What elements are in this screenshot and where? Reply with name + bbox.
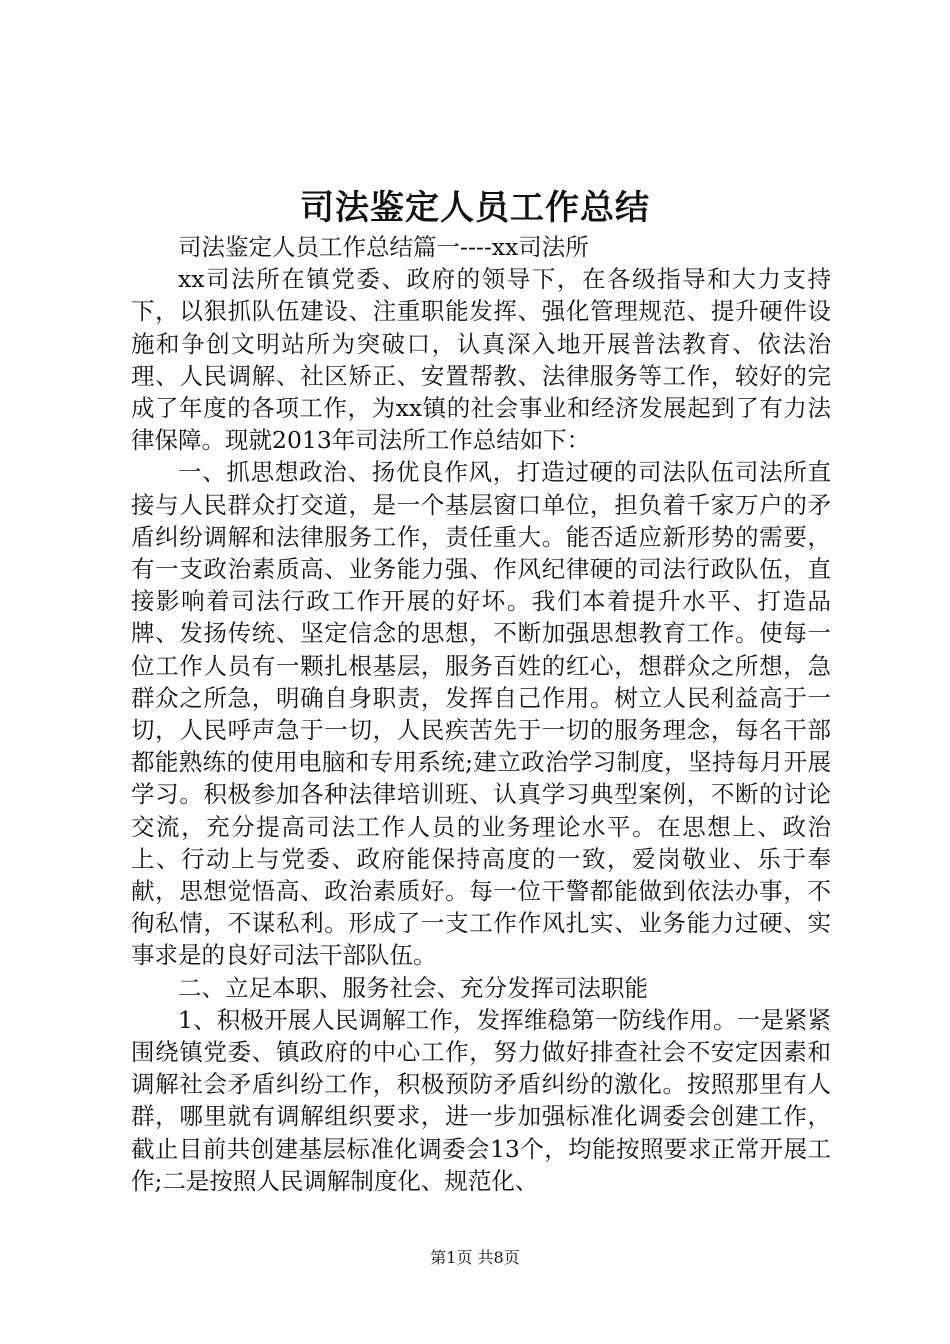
paragraph-section-1: 一、抓思想政治、扬优良作风，打造过硬的司法队伍司法所直接与人民群众打交道，是一个基层窗口单位，担负着千家万户的矛盾纠纷调解和法律服务工作，责任重大。能否适应新形势的需要，有一支政治素质高、业务能力强、作风纪律硬的司法行政队伍，直接影响着司法行政工作开展的好坏。我们本着提升水平、打造品牌、发扬传统、坚定信念的思想，不断加强思想教育工作。使每一位工作人员有一颗扎根基层，服务百姓的红心，想群众之所想，急群众之所急，明确自身职责，发挥自己作用。树立人民利益高于一切，人民呼声急于一切，人民疾苦先于一切的服务理念，每名干部都能熟练的使用电脑和专用系统;建立政治学习制度，坚持每月开展学习。积极参加各种法律培训班、认真学习典型案例，不断的讨论交流，充分提高司法工作人员的业务理论水平。在思想上、政治上、行动上与党委、政府能保持高度的一致，爱岗敬业、乐于奉献，思想觉悟高、政治素质好。每一位干警都能做到依法办事，不徇私情，不谋私利。形成了一支工作作风扎实、业务能力过硬、实事求是的良好司法干部队伍。: [131, 458, 831, 970]
paragraph-heading: 司法鉴定人员工作总结篇一----xx司法所: [178, 233, 589, 261]
paragraph-section-2-item-1: 1、积极开展人民调解工作，发挥维稳第一防线作用。一是紧紧围绕镇党委、镇政府的中心工作，努力做好排查社会不安定因素和调解社会矛盾纠纷工作，积极预防矛盾纠纷的激化。按照那里有人群，哪里就有调解组织要求，进一步加强标准化调委会创建工作，截止目前共创建基层标准化调委会13个，均能按照要求正常开展工作;二是按照人民调解制度化、规范化、: [131, 1005, 831, 1195]
page-footer: 第1页 共8页: [430, 1248, 520, 1267]
paragraph-section-2-heading: 二、立足本职、服务社会、充分发挥司法职能: [178, 973, 648, 1002]
paragraph-intro: xx司法所在镇党委、政府的领导下，在各级指导和大力支持下，以狠抓队伍建设、注重职能发挥、强化管理规范、提升硬件设施和争创文明站所为突破口，认真深入地开展普法教育、依法治理、人民调解、社区矫正、安置帮教、法律服务等工作，较好的完成了年度的各项工作，为xx镇的社会事业和经济发展起到了有力法律保障。现就2013年司法所工作总结如下：: [131, 265, 831, 455]
document-body: [131, 231, 831, 1197]
document-title: 司法鉴定人员工作总结: [300, 188, 650, 228]
